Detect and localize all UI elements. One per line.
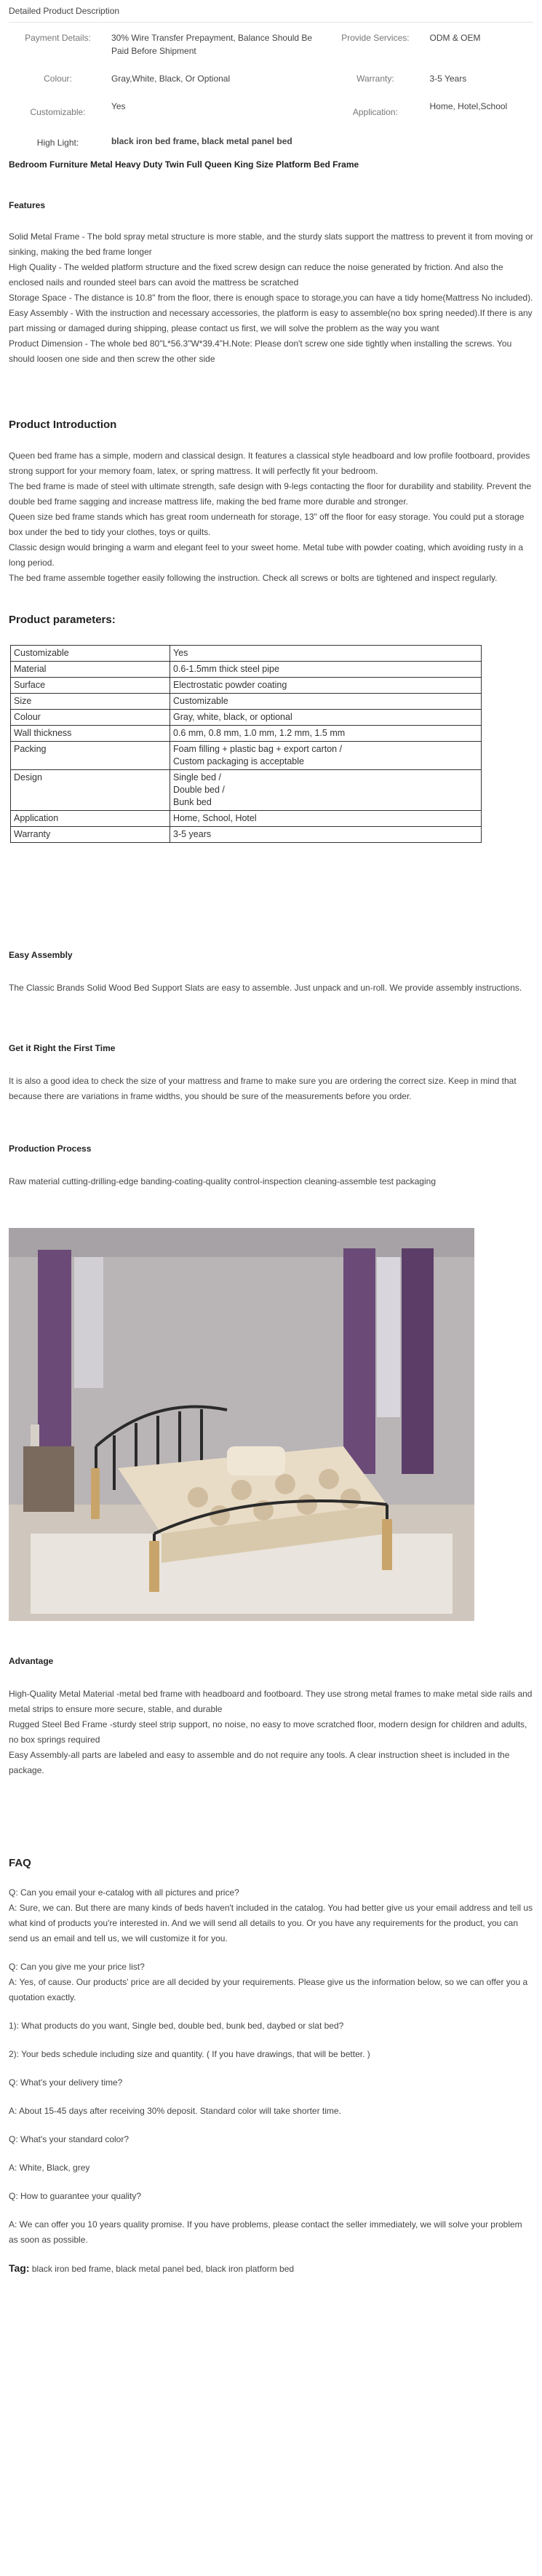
- feature-line: High Quality - The welded platform structure and the fixed screw design can reduce the noise generated by friction. And also the enclosed nails and rounded steel bars can avoid the mattress be scratched: [9, 262, 503, 288]
- table-row: [11, 770, 482, 811]
- first-time-section: [9, 1043, 533, 1144]
- table-row: [11, 694, 482, 710]
- feature-line: Easy Assembly - With the instruction and necessary accessories, the platform is easy to assemble(no box spring needed).If there is any part missing or damaged during shipping, please contact us first, we will solve the problem as the way you want: [9, 308, 533, 333]
- intro-line: Queen size bed frame stands which has great room underneath for storage, 13" off the floor for easy storage. You could put a storage box under the bed to tidy your clothes, toys or quilts.: [9, 512, 525, 537]
- table-row: [11, 662, 482, 678]
- faq-section: [9, 1857, 533, 2248]
- param-key: Colour: [11, 710, 170, 726]
- tag-link[interactable]: black iron platform bed: [205, 2264, 295, 2274]
- param-value: Customizable: [170, 694, 482, 710]
- param-value: Electrostatic powder coating: [170, 678, 482, 694]
- faq-answer: A: About 15-45 days after receiving 30% deposit. Standard color will take shorter time.: [9, 2106, 341, 2116]
- spec-key: Application:: [352, 107, 398, 117]
- param-value-line: Bunk bed: [173, 797, 212, 807]
- product-photo: [9, 1228, 474, 1621]
- intro-line: The bed frame assemble together easily following the instruction. Check all screws or bolts are tightened and inspect regularly.: [9, 573, 498, 583]
- intro-line: Classic design would bringing a warm and elegant feel to your sweet home. Metal tube with powder coating, which avoiding rusty in a long period.: [9, 542, 524, 568]
- easy-assembly-heading: Easy Assembly: [9, 950, 73, 960]
- table-row: [11, 710, 482, 726]
- highlight-row: [9, 123, 533, 154]
- param-key: Warranty: [11, 827, 170, 843]
- table-row: [11, 827, 482, 843]
- spec-key: Customizable:: [30, 107, 86, 117]
- bed-photo-illustration: [9, 1228, 474, 1621]
- param-value: 0.6 mm, 0.8 mm, 1.0 mm, 1.2 mm, 1.5 mm: [170, 726, 482, 742]
- params-heading: Product parameters:: [9, 614, 116, 626]
- spec-row: [9, 90, 533, 123]
- param-key: Surface: [11, 678, 170, 694]
- table-row: [11, 726, 482, 742]
- tag-line: Tag: black iron bed frame, black metal panel bed, black iron platform bed: [9, 2262, 295, 2274]
- param-key: Size: [11, 694, 170, 710]
- tag-label: Tag:: [9, 2262, 30, 2274]
- param-value-line: Single bed /: [173, 772, 222, 782]
- faq-question: Q: Can you email your e-catalog with all pictures and price?: [9, 1887, 239, 1898]
- spec-value: 3-5 Years: [429, 74, 467, 84]
- features-section: [9, 200, 533, 419]
- faq-question: Q: Can you give me your price list?: [9, 1962, 145, 1972]
- param-key: Design: [11, 770, 170, 811]
- param-value: [170, 770, 482, 811]
- params-section: [9, 614, 533, 950]
- spec-value: ODM & OEM: [429, 33, 481, 43]
- production-section: [9, 1144, 533, 1228]
- easy-assembly-section: [9, 950, 533, 1043]
- spec-value: Yes: [111, 101, 126, 111]
- production-heading: Production Process: [9, 1144, 92, 1154]
- easy-assembly-text: The Classic Brands Solid Wood Bed Support Slats are easy to assemble. Just unpack and un-roll. We provide assembly instructions.: [9, 983, 522, 993]
- intro-line: Queen bed frame has a simple, modern and classical design. It features a classical style headboard and low profile footboard, provides strong support for your memory foam, latex, or spring mattress. It will perfectly fit your bedroom.: [9, 451, 530, 476]
- production-text: Raw material cutting-drilling-edge banding-coating-quality control-inspection cleaning-assemble test packaging: [9, 1176, 436, 1186]
- highlight-value: black iron bed frame, black metal panel bed: [111, 136, 292, 146]
- features-heading: Features: [9, 200, 46, 210]
- faq-question: Q: What's your standard color?: [9, 2134, 129, 2144]
- param-value: Home, School, Hotel: [170, 811, 482, 827]
- faq-answer: A: We can offer you 10 years quality promise. If you have problems, please contact the seller immediately, we will solve your problem as soon as possible.: [9, 2219, 522, 2245]
- advantage-line: Rugged Steel Bed Frame -sturdy steel strip support, no noise, no easy to move scratched floor, modern design for children and adults, no box springs required: [9, 1719, 527, 1745]
- params-table: [10, 645, 482, 843]
- param-value-line: Double bed /: [173, 785, 225, 795]
- spec-row: [9, 27, 533, 62]
- faq-question: Q: What's your delivery time?: [9, 2077, 123, 2088]
- param-key: Application: [11, 811, 170, 827]
- table-row: [11, 811, 482, 827]
- feature-line: Solid Metal Frame - The bold spray metal structure is more stable, and the sturdy slats support the mattress to prevent it from moving or sinking, making the bed frame longer: [9, 231, 533, 257]
- param-value: 3-5 years: [170, 827, 482, 843]
- faq-question: 1): What products do you want, Single bed, double bed, bunk bed, daybed or slat bed?: [9, 2021, 344, 2031]
- spec-value: Gray,White, Black, Or Optional: [111, 74, 231, 84]
- advantage-heading: Advantage: [9, 1656, 54, 1666]
- advantage-section: [9, 1656, 533, 1857]
- feature-line: Product Dimension - The whole bed 80"L*56.3"W*39.4"H.Note: Please don't screw one side tightly when installing the screws. You should loosen one side and then screw the other side: [9, 338, 512, 364]
- first-time-heading: Get it Right the First Time: [9, 1043, 116, 1053]
- spec-row: [9, 62, 533, 90]
- product-title: Bedroom Furniture Metal Heavy Duty Twin Full Queen King Size Platform Bed Frame: [9, 159, 359, 170]
- param-value: Yes: [170, 646, 482, 662]
- spec-table: [9, 27, 533, 154]
- intro-line: The bed frame is made of steel with ultimate strength, safe design with 9-legs contacting the floor for durability and stability. Prevent the double bed frame sagging and increase mattress life, making the bed frame more durable and stronger.: [9, 481, 532, 507]
- spec-key: Provide Services:: [341, 33, 410, 43]
- first-time-text: It is also a good idea to check the size of your mattress and frame to make sure you are ordering the correct size. Keep in mind that because there are variations in frame widths, you should be sure of the measurements before you order.: [9, 1076, 517, 1101]
- param-key: Customizable: [11, 646, 170, 662]
- spec-value: 30% Wire Transfer Prepayment, Balance Should Be Paid Before Shipment: [111, 33, 313, 56]
- table-row: [11, 742, 482, 770]
- param-value-line: Foam filling + plastic bag + export carton /: [173, 744, 343, 754]
- intro-heading: Product Introduction: [9, 419, 117, 431]
- tag-link[interactable]: black metal panel bed: [116, 2264, 202, 2274]
- param-value-line: Custom packaging is acceptable: [173, 756, 304, 766]
- table-row: [11, 678, 482, 694]
- spec-key: Colour:: [44, 74, 72, 84]
- faq-answer: A: Sure, we can. But there are many kinds of beds haven't included in the catalog. You had better give us your email address and tell us what kind of products you're interested in. And we will send all details to you. Or you have any requirements for the product, you can send us an email and tell us, we will customize it for you.: [9, 1903, 533, 1943]
- param-value: Gray, white, black, or optional: [170, 710, 482, 726]
- tag-link[interactable]: black iron bed frame: [31, 2264, 111, 2274]
- intro-section: [9, 419, 533, 614]
- faq-question: Q: How to guarantee your quality?: [9, 2191, 142, 2201]
- spec-key: Payment Details:: [25, 33, 91, 43]
- param-key: Material: [11, 662, 170, 678]
- highlight-key: High Light:: [36, 138, 79, 148]
- faq-heading: FAQ: [9, 1857, 31, 1869]
- feature-line: Storage Space - The distance is 10.8" from the floor, there is enough space to storage,you can have a tidy home(Mattress No included).: [9, 293, 533, 303]
- advantage-line: Easy Assembly-all parts are labeled and easy to assemble and do not require any tools. A clear instruction sheet is included in the package.: [9, 1750, 510, 1775]
- param-key: Wall thickness: [11, 726, 170, 742]
- param-key: Packing: [11, 742, 170, 770]
- faq-answer: A: Yes, of cause. Our products' price are all decided by your requirements. Please give us the information below, so we can offer you a quotation exactly.: [9, 1977, 528, 2002]
- faq-answer: A: White, Black, grey: [9, 2163, 90, 2173]
- param-value: 0.6-1.5mm thick steel pipe: [170, 662, 482, 678]
- advantage-line: High-Quality Metal Material -metal bed frame with headboard and footboard. They use strong metal frames to make metal side rails and metal strips to ensure more secure, stable, and durable: [9, 1689, 533, 1714]
- param-value: [170, 742, 482, 770]
- spec-key: Warranty:: [356, 74, 394, 84]
- table-row: [11, 646, 482, 662]
- detail-header: Detailed Product Description: [9, 0, 533, 23]
- spec-value: Home, Hotel,School: [429, 101, 508, 111]
- faq-question: 2): Your beds schedule including size and quantity. ( If you have drawings, that will be better. ): [9, 2049, 370, 2059]
